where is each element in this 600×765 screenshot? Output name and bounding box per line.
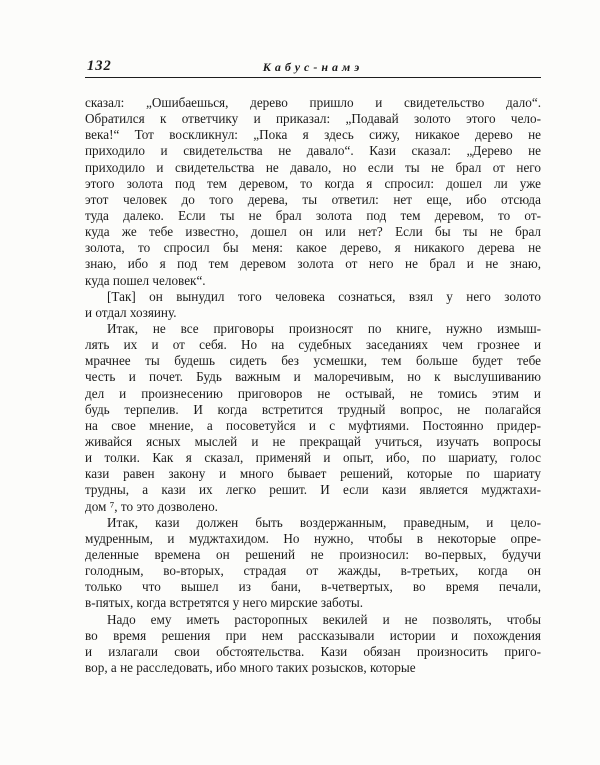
text-line: Итак, не все приговоры произносят по книге, нужно измыш- [107,320,541,336]
text-line: [Так] он вынудил того человека сознаться, взял у него золото [107,288,541,304]
text-line: трудны, а кази их легко решит. И если кази является муджтахи- [85,482,541,498]
page-header [85,58,541,76]
text-line: живайся ясных мыслей и не прекращай учиться, изучать вопросы [85,433,541,449]
text-line: голодным, во-вторых, страдая от жажды, в-третьих, когда он [85,563,541,579]
text-line: золота, то спросил бы меня: какое дерево, я никакого дерева не [85,240,541,256]
text-line: Надо ему иметь расторопных векилей и не позволять, чтобы [107,611,541,627]
text-line: века!“ Тот воскликнул: „Пока я здесь сижу, никакое дерево не [85,127,541,143]
text-line: приходило и свидетельства не давало“. Кази сказал: „Дерево не [85,143,541,159]
text-line: дел и произнесению приговоров не остывай, не томись этим и [85,385,541,401]
text-line: на свое мнение, а посоветуйся и с муфтиями. Постоянно придер- [85,417,541,433]
text-line: и излагали свои обстоятельства. Кази обязан произносить приго- [85,643,541,659]
text-line: мрачнее ты будешь сидеть без усмешки, тем больше будет тебе [85,353,541,369]
text-line: приходило и свидетельства не давало, но если ты не брал от него [85,159,541,175]
text-line: сказал: „Ошибаешься, дерево пришло и свидетельство дало“. [85,95,541,110]
text-line: и толки. Как я сказал, применяй и опыт, ибо, по шариату, голос [85,450,541,466]
text-line: в-пятых, когда встретятся у него мирские заботы. [85,595,364,611]
header-rule [85,77,541,78]
text-line: во время решения при нем рассказывали истории и похождения [85,627,541,643]
text-line: Итак, кази должен быть воздержанным, праведным, и цело- [107,514,541,530]
text-line: Обратился к ответчику и приказал: „Подавай золото этого чело- [85,111,541,127]
text-line: кази равен закону и много бывает решений, которые по шариату [85,466,541,482]
running-title: Кабус-намэ [262,60,364,74]
text-line: мудренным, и муджтахидом. Но нужно, чтобы в некоторые опре- [85,530,541,546]
text-line: дом ⁷, то это дозволено. [85,498,218,514]
text-body [85,95,541,676]
text-line: только что вышел из бани, в-четвертых, во время печали, [85,579,541,595]
text-line: деленные времена он решений не произносил: во-первых, будучи [85,546,541,562]
text-line: и отдал хозяину. [85,304,177,320]
text-line: этого золота под тем деревом, то когда я спросил: дошел ли уже [85,175,541,191]
text-line: знаю, ибо я под тем деревом золота от него не брал и не знаю, [85,256,541,272]
text-line: куда же тебе известно, дошел он или нет? Если бы ты не брал [85,224,541,240]
page-number: 132 [87,58,112,74]
text-line: куда пошел человек“. [85,272,206,288]
text-line: честь и почет. Будь важным и малоречивым, но к выслушиванию [85,369,541,385]
text-line: будь терпелив. И когда встретится трудный вопрос, не полагайся [85,401,541,417]
text-line: туда далеко. Если ты не брал золота под тем деревом, то от- [85,207,541,223]
text-line: лять их и от себя. Но на судебных заседаниях чем грознее и [85,337,541,353]
text-line: вор, а не расследовать, ибо много таких розысков, которые [85,659,416,675]
text-line: этот человек до того дерева, ты ответил: нет еще, ибо отсюда [85,191,541,207]
